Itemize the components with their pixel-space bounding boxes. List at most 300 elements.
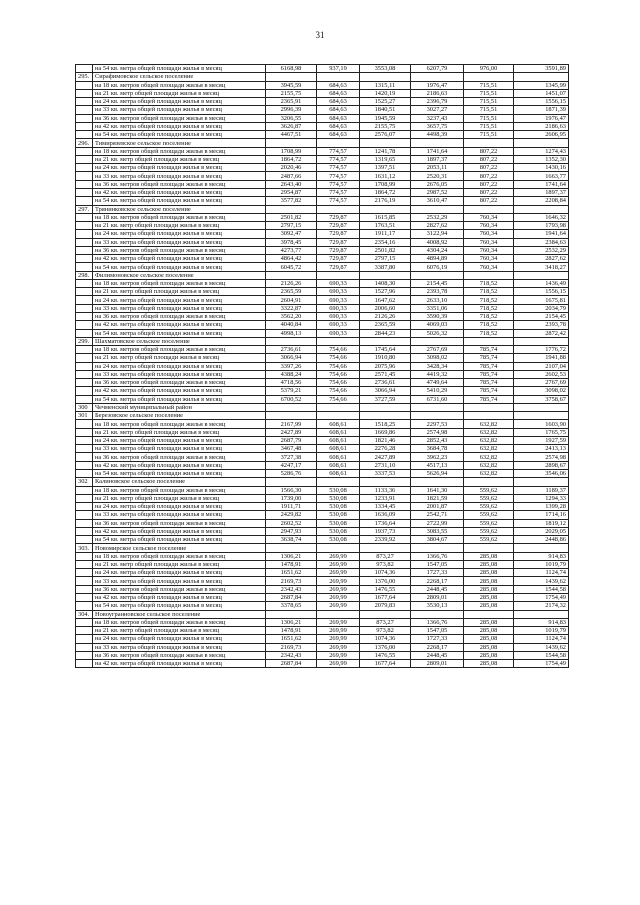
empty-cell xyxy=(360,139,411,147)
empty-cell xyxy=(411,73,464,81)
value-cell: 2365,59 xyxy=(360,321,411,329)
value-cell: 2186,63 xyxy=(411,89,464,97)
value-cell: 1527,96 xyxy=(360,288,411,296)
value-cell: 2987,52 xyxy=(411,188,464,196)
value-cell: 1430,16 xyxy=(514,164,569,172)
table-row xyxy=(76,420,569,428)
value-cell: 1741,64 xyxy=(514,180,569,188)
section-row xyxy=(76,205,569,213)
empty-cell xyxy=(514,478,569,486)
section-row xyxy=(76,139,569,147)
empty-cell xyxy=(411,478,464,486)
value-cell: 729,87 xyxy=(317,222,360,230)
value-cell: 559,62 xyxy=(464,511,514,519)
value-cell: 3237,43 xyxy=(411,114,464,122)
table-row xyxy=(76,246,569,254)
table-row xyxy=(76,379,569,387)
value-cell: 1306,21 xyxy=(266,618,317,626)
value-cell: 6207,79 xyxy=(411,65,464,73)
row-number-cell xyxy=(76,222,93,230)
value-cell: 1714,16 xyxy=(514,511,569,519)
value-cell: 2413,13 xyxy=(514,445,569,453)
value-cell: 3083,55 xyxy=(411,527,464,535)
value-cell: 684,63 xyxy=(317,131,360,139)
value-cell: 718,52 xyxy=(464,321,514,329)
value-cell: 1677,64 xyxy=(360,594,411,602)
value-cell: 754,66 xyxy=(317,362,360,370)
value-cell: 1439,62 xyxy=(514,643,569,651)
value-cell: 4498,39 xyxy=(411,131,464,139)
value-cell: 2574,98 xyxy=(514,453,569,461)
value-cell: 1476,55 xyxy=(360,651,411,659)
row-label: на 24 кв. метра общей площади жилья в месяц xyxy=(93,230,266,238)
value-cell: 608,61 xyxy=(317,461,360,469)
empty-cell xyxy=(411,403,464,411)
value-cell: 269,99 xyxy=(317,560,360,568)
table-row xyxy=(76,503,569,511)
value-cell: 608,61 xyxy=(317,445,360,453)
empty-cell xyxy=(360,337,411,345)
value-cell: 3638,74 xyxy=(266,536,317,544)
value-cell: 2604,91 xyxy=(266,296,317,304)
row-label: на 33 кв. метра общей площади жилья в месяц xyxy=(93,172,266,180)
value-cell: 2276,28 xyxy=(360,445,411,453)
value-cell: 530,08 xyxy=(317,486,360,494)
row-label: на 21 кв. метр общей площади жилья в месяц xyxy=(93,354,266,362)
value-cell: 3467,48 xyxy=(266,445,317,453)
row-number-cell xyxy=(76,602,93,610)
value-cell: 4040,84 xyxy=(266,321,317,329)
value-cell: 632,82 xyxy=(464,461,514,469)
empty-cell xyxy=(514,412,569,420)
section-title: Березовское сельское поселение xyxy=(93,412,266,420)
row-label: на 33 кв. метра общей площади жилья в месяц xyxy=(93,643,266,651)
value-cell: 4388,24 xyxy=(266,370,317,378)
value-cell: 3562,20 xyxy=(266,312,317,320)
value-cell: 2154,45 xyxy=(411,279,464,287)
value-cell: 2602,53 xyxy=(514,370,569,378)
row-label: на 54 кв. метра общей площади жилья в месяц xyxy=(93,263,266,271)
value-cell: 715,51 xyxy=(464,114,514,122)
value-cell: 1631,12 xyxy=(360,172,411,180)
value-cell: 6076,19 xyxy=(411,263,464,271)
value-cell: 1233,91 xyxy=(360,494,411,502)
value-cell: 559,62 xyxy=(464,527,514,535)
value-cell: 3098,02 xyxy=(514,387,569,395)
value-cell: 1547,05 xyxy=(411,560,464,568)
value-cell: 632,82 xyxy=(464,420,514,428)
value-cell: 2872,42 xyxy=(514,329,569,337)
value-cell: 285,08 xyxy=(464,552,514,560)
empty-cell xyxy=(266,610,317,618)
value-cell: 1476,55 xyxy=(360,585,411,593)
value-cell: 1334,45 xyxy=(360,503,411,511)
value-cell: 785,74 xyxy=(464,395,514,403)
empty-cell xyxy=(317,271,360,279)
row-number-cell xyxy=(76,370,93,378)
section-row xyxy=(76,403,569,411)
empty-cell xyxy=(464,205,514,213)
row-number-cell xyxy=(76,354,93,362)
value-cell: 873,27 xyxy=(360,618,411,626)
table-row xyxy=(76,445,569,453)
row-label: на 54 кв. метра общей площади жилья в месяц xyxy=(93,470,266,478)
section-row xyxy=(76,610,569,618)
empty-cell xyxy=(464,610,514,618)
value-cell: 1708,99 xyxy=(266,147,317,155)
value-cell: 715,51 xyxy=(464,131,514,139)
value-cell: 4517,13 xyxy=(411,461,464,469)
row-number-cell xyxy=(76,296,93,304)
value-cell: 3727,38 xyxy=(266,453,317,461)
section-title: Тимирязевское сельское поселение xyxy=(93,139,266,147)
table-row xyxy=(76,395,569,403)
value-cell: 2155,75 xyxy=(360,122,411,130)
value-cell: 4864,42 xyxy=(266,255,317,263)
value-cell: 760,34 xyxy=(464,213,514,221)
empty-cell xyxy=(464,271,514,279)
value-cell: 1754,49 xyxy=(514,660,569,668)
value-cell: 2520,31 xyxy=(411,172,464,180)
table-row xyxy=(76,461,569,469)
value-cell: 807,22 xyxy=(464,147,514,155)
value-cell: 285,08 xyxy=(464,602,514,610)
value-cell: 914,83 xyxy=(514,552,569,560)
value-cell: 2126,26 xyxy=(360,312,411,320)
row-number-cell xyxy=(76,428,93,436)
row-label: на 24 кв. метра общей площади жилья в месяц xyxy=(93,635,266,643)
value-cell: 2501,82 xyxy=(360,246,411,254)
value-cell: 3590,39 xyxy=(411,312,464,320)
value-cell: 2852,43 xyxy=(411,436,464,444)
value-cell: 807,22 xyxy=(464,180,514,188)
value-cell: 2736,61 xyxy=(266,346,317,354)
table-row xyxy=(76,65,569,73)
value-cell: 1478,91 xyxy=(266,560,317,568)
value-cell: 715,51 xyxy=(464,98,514,106)
empty-cell xyxy=(464,412,514,420)
section-number: 295. xyxy=(76,73,93,81)
row-number-cell xyxy=(76,238,93,246)
value-cell: 3428,34 xyxy=(411,362,464,370)
value-cell: 530,08 xyxy=(317,503,360,511)
table-row xyxy=(76,230,569,238)
row-label: на 33 кв. метра общей площади жилья в месяц xyxy=(93,238,266,246)
value-cell: 608,61 xyxy=(317,453,360,461)
empty-cell xyxy=(514,610,569,618)
value-cell: 5410,29 xyxy=(411,387,464,395)
value-cell: 559,62 xyxy=(464,503,514,511)
value-cell: 3337,53 xyxy=(360,470,411,478)
value-cell: 684,63 xyxy=(317,89,360,97)
empty-cell xyxy=(514,544,569,552)
row-label: на 42 кв. метра общей площади жилья в месяц xyxy=(93,594,266,602)
value-cell: 914,83 xyxy=(514,618,569,626)
value-cell: 729,87 xyxy=(317,246,360,254)
value-cell: 3322,87 xyxy=(266,304,317,312)
table-row xyxy=(76,354,569,362)
value-cell: 632,82 xyxy=(464,436,514,444)
value-cell: 2169,73 xyxy=(266,643,317,651)
row-number-cell xyxy=(76,172,93,180)
row-label: на 21 кв. метр общей площади жилья в месяц xyxy=(93,222,266,230)
value-cell: 1776,72 xyxy=(514,346,569,354)
value-cell: 2154,45 xyxy=(514,312,569,320)
value-cell: 1927,59 xyxy=(514,436,569,444)
value-cell: 1439,62 xyxy=(514,577,569,585)
value-cell: 729,87 xyxy=(317,255,360,263)
table-row xyxy=(76,147,569,155)
value-cell: 632,82 xyxy=(464,470,514,478)
value-cell: 285,08 xyxy=(464,569,514,577)
value-cell: 873,27 xyxy=(360,552,411,560)
value-cell: 754,66 xyxy=(317,346,360,354)
table-row xyxy=(76,346,569,354)
value-cell: 1478,91 xyxy=(266,627,317,635)
value-cell: 3591,89 xyxy=(514,65,569,73)
empty-cell xyxy=(514,139,569,147)
table-row xyxy=(76,98,569,106)
value-cell: 2827,62 xyxy=(514,255,569,263)
value-cell: 3530,13 xyxy=(411,602,464,610)
value-cell: 3092,47 xyxy=(266,230,317,238)
empty-cell xyxy=(360,73,411,81)
row-label: на 54 кв. метра общей площади жилья в месяц xyxy=(93,65,266,73)
value-cell: 285,08 xyxy=(464,560,514,568)
empty-cell xyxy=(411,610,464,618)
row-number-cell xyxy=(76,230,93,238)
empty-cell xyxy=(411,205,464,213)
value-cell: 2844,23 xyxy=(360,329,411,337)
value-cell: 2532,29 xyxy=(411,213,464,221)
value-cell: 718,52 xyxy=(464,288,514,296)
value-cell: 715,51 xyxy=(464,122,514,130)
value-cell: 1366,76 xyxy=(411,552,464,560)
value-cell: 2053,11 xyxy=(411,164,464,172)
value-cell: 2006,60 xyxy=(360,304,411,312)
value-cell: 2687,84 xyxy=(266,594,317,602)
row-label: на 33 кв. метра общей площади жилья в месяц xyxy=(93,304,266,312)
row-label: на 21 кв. метр общей площади жилья в месяц xyxy=(93,288,266,296)
value-cell: 2676,05 xyxy=(411,180,464,188)
value-cell: 1840,51 xyxy=(360,106,411,114)
value-cell: 3945,59 xyxy=(266,81,317,89)
row-label: на 21 кв. метр общей площади жилья в месяц xyxy=(93,428,266,436)
value-cell: 4419,32 xyxy=(411,370,464,378)
value-cell: 4008,92 xyxy=(411,238,464,246)
table-row xyxy=(76,89,569,97)
value-cell: 1525,27 xyxy=(360,98,411,106)
section-number: 300 xyxy=(76,403,93,411)
empty-cell xyxy=(317,478,360,486)
empty-cell xyxy=(464,337,514,345)
value-cell: 718,52 xyxy=(464,296,514,304)
value-cell: 3804,67 xyxy=(411,536,464,544)
value-cell: 973,82 xyxy=(360,560,411,568)
row-label: на 42 кв. метра общей площади жилья в месяц xyxy=(93,321,266,329)
value-cell: 2687,79 xyxy=(266,436,317,444)
empty-cell xyxy=(411,139,464,147)
row-number-cell xyxy=(76,651,93,659)
value-cell: 530,08 xyxy=(317,519,360,527)
value-cell: 6700,52 xyxy=(266,395,317,403)
table-row xyxy=(76,486,569,494)
value-cell: 1451,07 xyxy=(514,89,569,97)
value-cell: 1352,30 xyxy=(514,155,569,163)
value-cell: 807,22 xyxy=(464,164,514,172)
table-row xyxy=(76,602,569,610)
row-number-cell xyxy=(76,321,93,329)
value-cell: 285,08 xyxy=(464,594,514,602)
row-label: на 21 кв. метр общей площади жилья в месяц xyxy=(93,89,266,97)
row-number-cell xyxy=(76,486,93,494)
value-cell: 1821,46 xyxy=(360,436,411,444)
value-cell: 1436,49 xyxy=(514,279,569,287)
section-number: 299. xyxy=(76,337,93,345)
table-row xyxy=(76,81,569,89)
empty-cell xyxy=(464,403,514,411)
row-number-cell xyxy=(76,362,93,370)
value-cell: 2176,19 xyxy=(360,197,411,205)
table-row xyxy=(76,594,569,602)
table-row xyxy=(76,222,569,230)
row-label: на 24 кв. метра общей площади жилья в месяц xyxy=(93,98,266,106)
table-row xyxy=(76,238,569,246)
value-cell: 760,34 xyxy=(464,255,514,263)
value-cell: 530,08 xyxy=(317,536,360,544)
empty-cell xyxy=(317,337,360,345)
value-cell: 3657,75 xyxy=(411,122,464,130)
value-cell: 5026,32 xyxy=(411,329,464,337)
value-cell: 1074,36 xyxy=(360,635,411,643)
value-cell: 1864,72 xyxy=(266,155,317,163)
value-cell: 285,08 xyxy=(464,651,514,659)
value-cell: 785,74 xyxy=(464,379,514,387)
value-cell: 4998,13 xyxy=(266,329,317,337)
row-number-cell xyxy=(76,387,93,395)
value-cell: 3351,06 xyxy=(411,304,464,312)
value-cell: 3387,80 xyxy=(360,263,411,271)
value-cell: 684,63 xyxy=(317,98,360,106)
empty-cell xyxy=(317,544,360,552)
empty-cell xyxy=(266,478,317,486)
section-title: Филимоновское сельское поселение xyxy=(93,271,266,279)
value-cell: 2954,87 xyxy=(266,188,317,196)
empty-cell xyxy=(360,412,411,420)
value-cell: 3397,26 xyxy=(266,362,317,370)
value-cell: 2947,93 xyxy=(266,527,317,535)
value-cell: 269,99 xyxy=(317,552,360,560)
value-cell: 2501,82 xyxy=(266,213,317,221)
value-cell: 2342,43 xyxy=(266,651,317,659)
table-row xyxy=(76,436,569,444)
value-cell: 3066,94 xyxy=(360,387,411,395)
row-number-cell xyxy=(76,635,93,643)
tariff-table xyxy=(75,64,569,668)
value-cell: 530,08 xyxy=(317,494,360,502)
value-cell: 4273,77 xyxy=(266,246,317,254)
table-row xyxy=(76,527,569,535)
row-number-cell xyxy=(76,618,93,626)
value-cell: 3610,47 xyxy=(411,197,464,205)
empty-cell xyxy=(514,205,569,213)
section-row xyxy=(76,544,569,552)
row-label: на 36 кв. метров общей площади жилья в месяц xyxy=(93,651,266,659)
value-cell: 559,62 xyxy=(464,486,514,494)
value-cell: 715,51 xyxy=(464,106,514,114)
row-number-cell xyxy=(76,213,93,221)
value-cell: 1793,98 xyxy=(514,222,569,230)
value-cell: 1727,33 xyxy=(411,569,464,577)
value-cell: 1677,64 xyxy=(360,660,411,668)
value-cell: 973,82 xyxy=(360,627,411,635)
value-cell: 754,66 xyxy=(317,395,360,403)
table-row xyxy=(76,569,569,577)
section-title: Шахматовское сельское поселение xyxy=(93,337,266,345)
section-number: 303. xyxy=(76,544,93,552)
value-cell: 2448,45 xyxy=(411,651,464,659)
value-cell: 1708,99 xyxy=(360,180,411,188)
value-cell: 2297,53 xyxy=(411,420,464,428)
section-title: Чечменский муниципальный район xyxy=(93,403,266,411)
value-cell: 608,61 xyxy=(317,420,360,428)
row-label: на 18 кв. метров общей площади жилья в месяц xyxy=(93,346,266,354)
value-cell: 4718,56 xyxy=(266,379,317,387)
value-cell: 715,51 xyxy=(464,81,514,89)
value-cell: 5626,94 xyxy=(411,470,464,478)
section-title: Трянинковское сельское поселение xyxy=(93,205,266,213)
value-cell: 2075,96 xyxy=(360,362,411,370)
value-cell: 3577,82 xyxy=(266,197,317,205)
value-cell: 1754,49 xyxy=(514,594,569,602)
value-cell: 785,74 xyxy=(464,362,514,370)
table-row xyxy=(76,197,569,205)
value-cell: 1641,30 xyxy=(411,486,464,494)
value-cell: 690,33 xyxy=(317,312,360,320)
value-cell: 2722,99 xyxy=(411,519,464,527)
empty-cell xyxy=(317,139,360,147)
empty-cell xyxy=(266,271,317,279)
table-row xyxy=(76,312,569,320)
value-cell: 2809,01 xyxy=(411,594,464,602)
value-cell: 3546,06 xyxy=(514,470,569,478)
value-cell: 1739,00 xyxy=(266,494,317,502)
value-cell: 2736,61 xyxy=(360,379,411,387)
section-row xyxy=(76,73,569,81)
value-cell: 2167,99 xyxy=(266,420,317,428)
row-number-cell xyxy=(76,147,93,155)
value-cell: 718,52 xyxy=(464,329,514,337)
value-cell: 807,22 xyxy=(464,155,514,163)
empty-cell xyxy=(360,544,411,552)
table-row xyxy=(76,304,569,312)
table-row xyxy=(76,288,569,296)
row-label: на 36 кв. метров общей площади жилья в месяц xyxy=(93,379,266,387)
value-cell: 632,82 xyxy=(464,453,514,461)
value-cell: 530,08 xyxy=(317,527,360,535)
table-row xyxy=(76,122,569,130)
value-cell: 690,33 xyxy=(317,304,360,312)
value-cell: 632,82 xyxy=(464,428,514,436)
value-cell: 1019,79 xyxy=(514,627,569,635)
value-cell: 2174,32 xyxy=(514,602,569,610)
value-cell: 2797,15 xyxy=(360,255,411,263)
value-cell: 3626,87 xyxy=(266,122,317,130)
value-cell: 2448,45 xyxy=(411,585,464,593)
row-label: на 18 кв. метров общей площади жилья в месяц xyxy=(93,618,266,626)
value-cell: 718,52 xyxy=(464,279,514,287)
value-cell: 2809,01 xyxy=(411,660,464,668)
